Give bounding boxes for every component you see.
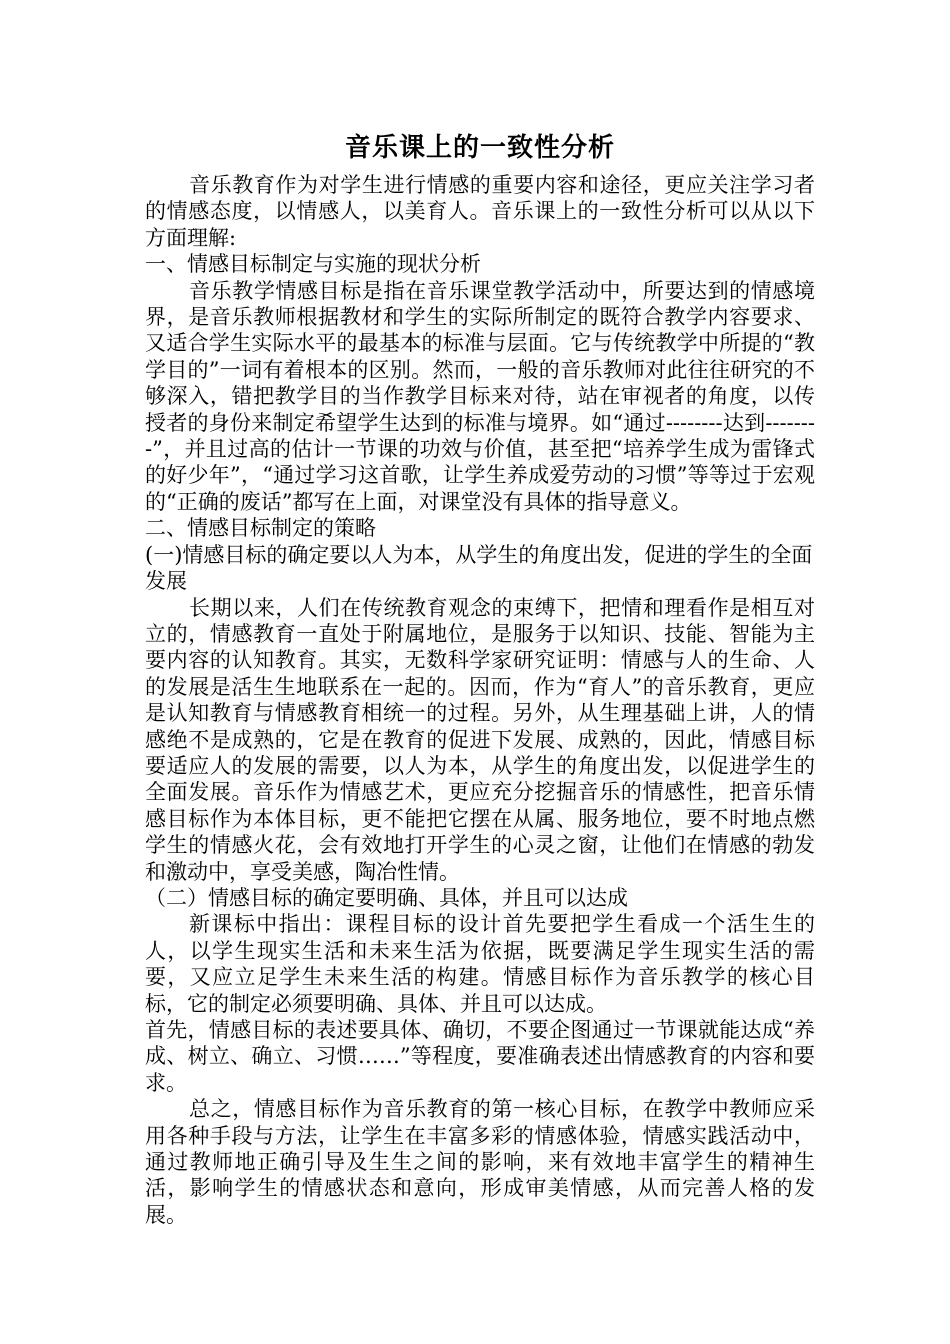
subsection-1-paragraph: 长期以来，人们在传统教育观念的束缚下，把情和理看作是相互对立的，情感教育一直处于附属地位，是服务于以知识、技能、智能为主要内容的认知教育。其实，无数科学家研究证明：情感与人的生命、人的发展是活生生地联系在一起的。因而，作为“育人”的音乐教育，更应是认知教育与情感教育相统一的过程。另外，从生理基础上讲，人的情感绝不是成熟的，它是在教育的促进下发展、成熟的，因此，情感目标要适应人的发展的需要，以人为本，从学生的角度出发，以促进学生的全面发展。音乐作为情感艺术，更应充分挖掘音乐的情感性，把音乐情感目标作为本体目标，更不能把它摆在从属、服务地位，要不时地点燃学生的情感火花，会有效地打开学生的心灵之窗，让他们在情感的勃发和激动中，享受美感，陶冶性情。 xyxy=(145,595,815,884)
subsection-heading-2: （二）情感目标的确定要明确、具体，并且可以达成 xyxy=(145,885,628,910)
subsection-2-paragraph: 新课标中指出：课程目标的设计首先要把学生看成一个活生生的人，以学生现实生活和未来生活为依据，既要满足学生现实生活的需要，又应立足学生未来生活的构建。情感目标作为音乐教学的核心目标，它的制定必须要明确、具体、并且可以达成。 xyxy=(145,912,815,1016)
subsection-heading-1: (一)情感目标的确定要以人为本，从学生的角度出发，促进的学生的全面发展 xyxy=(145,542,813,594)
section-heading-2: 二、情感目标制定的策略 xyxy=(145,516,376,541)
document-page xyxy=(145,128,815,1228)
section-1-paragraph: 音乐教学情感目标是指在音乐课堂教学活动中，所要达到的情感境界，是音乐教师根据教材和学生的实际所制定的既符合教学内容要求、又适合学生实际水平的最基本的标准与层面。它与传统教学中所提的“教学目的”一词有着根本的区别。然而，一般的音乐教师对此往往研究的不够深入，错把教学目的当作教学目标来对待，站在审视者的角度，以传授者的身份来制定希望学生达到的标准与境界。如“通过--------达到--------”，并且过高的估计一节课的功效与价值，甚至把“培养学生成为雷锋式的好少年”，“通过学习这首歌，让学生养成爱劳动的习惯”等等过于宏观的“正确的废话”都写在上面，对课堂没有具体的指导意义。 xyxy=(145,278,815,514)
intro-paragraph: 音乐教育作为对学生进行情感的重要内容和途径，更应关注学习者的情感态度，以情感人，以美育人。音乐课上的一致性分析可以从以下方面理解: xyxy=(145,173,815,250)
section-heading-1: 一、情感目标制定与实施的现状分析 xyxy=(145,252,481,277)
conclusion-paragraph: 总之，情感目标作为音乐教育的第一核心目标，在教学中教师应采用各种手段与方法，让学生在丰富多彩的情感体验，情感实践活动中，通过教师地正确引导及生生之间的影响，来有效地丰富学生的精神生活，影响学生的情感状态和意向，形成审美情感，从而完善人格的发展。 xyxy=(145,1097,815,1227)
document-title: 音乐课上的一致性分析 xyxy=(344,133,615,163)
subsection-2-paragraph-firstly: 首先，情感目标的表述要具体、确切，不要企图通过一节课就能达成“养成、树立、确立、习惯……”等程度，要准确表述出情感教育的内容和要求。 xyxy=(145,1018,815,1095)
